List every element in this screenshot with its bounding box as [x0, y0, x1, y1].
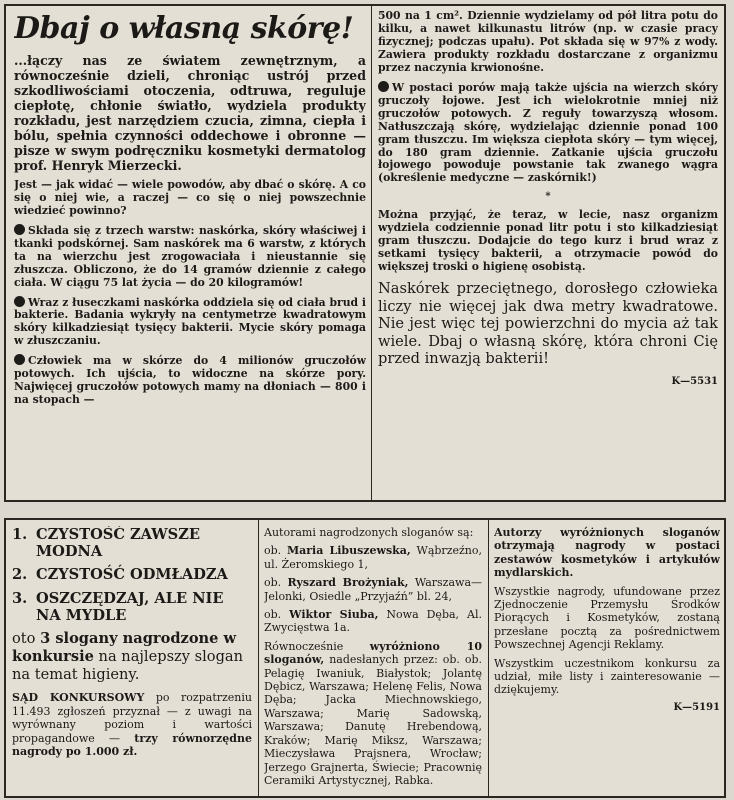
- paragraph-summer: Można przyjąć, że teraz, w lecie, nasz organizm wydziela codziennie ponad litr potu i sto kilkadziesiąt gram tłuszczu. Dodajcie do tego kurz i brud wraz z setkami tysięcy bakterii, a otrzymacie powód do większej troski o higienę osobistą.: [378, 208, 718, 274]
- slogan-item: [12, 526, 252, 560]
- intro-text: na najlepszy slogan na temat higieny.: [12, 647, 244, 683]
- article-signature: K—5531: [671, 375, 718, 387]
- article-frame: [4, 4, 726, 502]
- column-divider: [258, 520, 259, 796]
- intro-highlight: 3 slogany nagrodzone w konkursie: [12, 630, 237, 665]
- lead-paragraph: ...łączy nas ze światem zewnętrznym, a równocześnie dzieli, chroniąc ustrój przed szkodliwościami otoczenia, odtruwa, reguluje ciepłotę, chłonie światło, wydziela produkty rozkładu, jest narzędziem czucia, zimna, ciepła i bólu, spełnia czynności oddechowe i obronne — pisze w swym podręczniku kosmetyki dermatolog prof. Henryk Mierzecki.: [14, 53, 366, 173]
- jury-text: po rozpatrzeniu 11.493 zgłoszeń przyznał — z uwagi na wyrównany poziom i wartości propagandowe —: [12, 691, 252, 745]
- paragraph-bacteria: [14, 296, 366, 349]
- paragraph-sweat-glands: [14, 354, 366, 407]
- paragraph-bacteria-text: Wraz z łuseczkami naskórka oddziela się od ciała brud i bakterie. Badania wykryły na centymetrze kwadratowym skóry kilkadziesiąt tysięcy bakterii. Mycie skóry pomaga w złuszczaniu.: [14, 295, 366, 348]
- bullet-dot-icon: [14, 354, 25, 365]
- prizes-block: [494, 526, 720, 697]
- paragraph-layers-text: Składa się z trzech warstw: naskórka, skóry właściwej i tkanki podskórnej. Sam naskórek ma 6 warstw, z których ta na wierzchu jest zrogowaciała i nieustannie się złuszcza. Obliczono, że do 14 gramów dziennie z całego ciała. W ciągu 75 lat życia — do 20 kilogramów!: [14, 223, 366, 289]
- jury-title: SĄD KONKURSOWY: [12, 691, 145, 705]
- article-left-column: [14, 12, 366, 496]
- paragraph-sebaceous-text: W postaci porów mają także ujścia na wierzch skóry gruczoły łojowe. Jest ich wielokrotnie mniej niż gruczołów potowych. Z reguły towarzyszą włosom. Natłuszczają skórę, wydzielając dziennie ponad 100 gram tłuszczu. Im większa ciepłota skóry — tym więcej, do 180 gram dziennie. Zatkanie ujścia gruczołu łojowego powoduje powstanie tak zwanego wągra (określenie medyczne — zaskórnik!): [378, 80, 718, 185]
- slogan-number: 1.: [12, 526, 28, 543]
- winner-name: Maria Libuszewska,: [286, 544, 411, 558]
- thanks-paragraph: Wszystkim uczestnikom konkursu za udział, miłe listy i zainteresowanie — dziękujemy.: [494, 656, 720, 697]
- winner-entry: [264, 576, 482, 603]
- article-body-left: [14, 179, 366, 407]
- column-divider: [371, 6, 372, 500]
- winner-address: Wąbrzeźno, ul. Żeromskiego 1,: [264, 544, 482, 571]
- contest-intro: [12, 630, 252, 683]
- winner-address: Nowa Dęba, Al. Zwycięstwa 1a.: [264, 608, 482, 635]
- contest-frame: [4, 518, 726, 798]
- contest-middle-column: [264, 526, 482, 794]
- paragraph-sweat-glands-text: Człowiek ma w skórze do 4 milionów gruczołów potowych. Ich ujścia, to widoczne na skórze pory. Najwięcej gruczołów potowych mamy na dłoniach — 800 i na stopach —: [14, 354, 366, 407]
- slogan-list: [12, 526, 252, 624]
- winner-name: Wiktor Siuba,: [289, 608, 379, 622]
- column-divider: [488, 520, 489, 796]
- jury-paragraph: [12, 691, 252, 758]
- article-right-column: [378, 10, 718, 498]
- winner-prefix: ob.: [264, 608, 290, 622]
- winner-prefix: ob.: [264, 544, 287, 558]
- distinguished-list: [264, 640, 482, 787]
- slogan-text: CZYSTOŚĆ ODMŁADZA: [36, 566, 228, 584]
- bullet-dot-icon: [378, 81, 389, 92]
- winner-address: Warszawa—Jelonki, Osiedle „Przyjaźń” bl. 24,: [264, 576, 482, 603]
- article-body-right: [378, 10, 718, 274]
- winner-entry: [264, 544, 482, 571]
- authors-intro: Autorami nagrodzonych sloganów są:: [264, 526, 474, 539]
- intro-text: oto: [12, 630, 41, 648]
- slogan-item: [12, 566, 252, 583]
- awards-paragraph: Autorzy wyróżnionych sloganów otrzymają nagrody w postaci zestawów kosmetyków i artykułów mydlarskich.: [494, 526, 720, 580]
- article-headline: Dbaj o własną skórę!: [14, 12, 354, 46]
- jury-prizes: trzy równorzędne nagrody po 1.000 zł.: [12, 731, 252, 759]
- slogan-text: CZYSTOŚĆ ZAWSZE MODNA: [36, 526, 200, 561]
- slogan-number: 2.: [12, 566, 28, 584]
- winner-prefix: ob.: [264, 576, 288, 590]
- delivery-paragraph: Wszystkie nagrody, ufundowane przez Zjednoczenie Przemysłu Środków Piorących i Kosmetyków, zostaną przesłane pocztą za pośrednictwem Powszechnej Agencji Reklamy.: [494, 584, 720, 652]
- paragraph-conclusion: Naskórek przeciętnego, dorosłego człowieka liczy nie więcej jak dwa metry kwadratowe. Nie jest więc tej powierzchni do mycia aż tak wiele. Dbaj o własną skórę, która chroni Cię przed inwazją bakterii!: [378, 280, 718, 368]
- contest-left-column: [12, 526, 252, 794]
- paragraph-reasons: Jest — jak widać — wiele powodów, aby dbać o skórę. A co się o niej wie, a raczej — co się o niej powszechnie wiedzieć powinno?: [14, 177, 366, 217]
- slogan-item: [12, 590, 252, 624]
- slogan-text: OSZCZĘDZAJ, ALE NIE NA MYDLE: [36, 589, 224, 624]
- paragraph-sebaceous: [378, 81, 718, 186]
- distinguished-prefix: Równocześnie: [264, 639, 370, 653]
- slogan-number: 3.: [12, 589, 28, 607]
- contest-signature: K—5191: [673, 701, 720, 713]
- winners-block: [264, 526, 482, 787]
- distinguished-names: nadesłanych przez: ob. ob. Pelagię Iwaniuk, Białystok; Jolantę Dębicz, Warszawa; Helenę Felis, Nowa Dęba; Jacka Miechnowskiego, Warszawa; Marię Sadowską, Warszawa; Danutę Hrebendową, Kraków; Marię Miksz, Warszawa; Mieczysława Prajsnera, Wrocław; Jerzego Grajnerta, Świecie; Pracownię Ceramiki Artystycznej, Rabka.: [264, 653, 482, 787]
- contest-right-column: [494, 526, 720, 794]
- bullet-dot-icon: [14, 224, 25, 235]
- distinguished-count: wyróżniono 10 sloganów,: [264, 639, 482, 667]
- article-lead: [14, 53, 366, 173]
- winner-name: Ryszard Brożyniak,: [287, 576, 409, 590]
- paragraph-sweat: 500 na 1 cm². Dziennie wydzielamy od pół litra potu do kilku, a nawet kilkunastu litrów (np. w czasie pracy fizycznej; podczas upału). Pot składa się w 97% z wody. Zawiera produkty rozkładu dostarczane z organizmu przez naczynia krwionośne.: [378, 10, 718, 74]
- bullet-dot-icon: [14, 296, 25, 307]
- winner-entry: [264, 608, 482, 635]
- paragraph-layers: [14, 224, 366, 290]
- section-star: *: [545, 191, 551, 203]
